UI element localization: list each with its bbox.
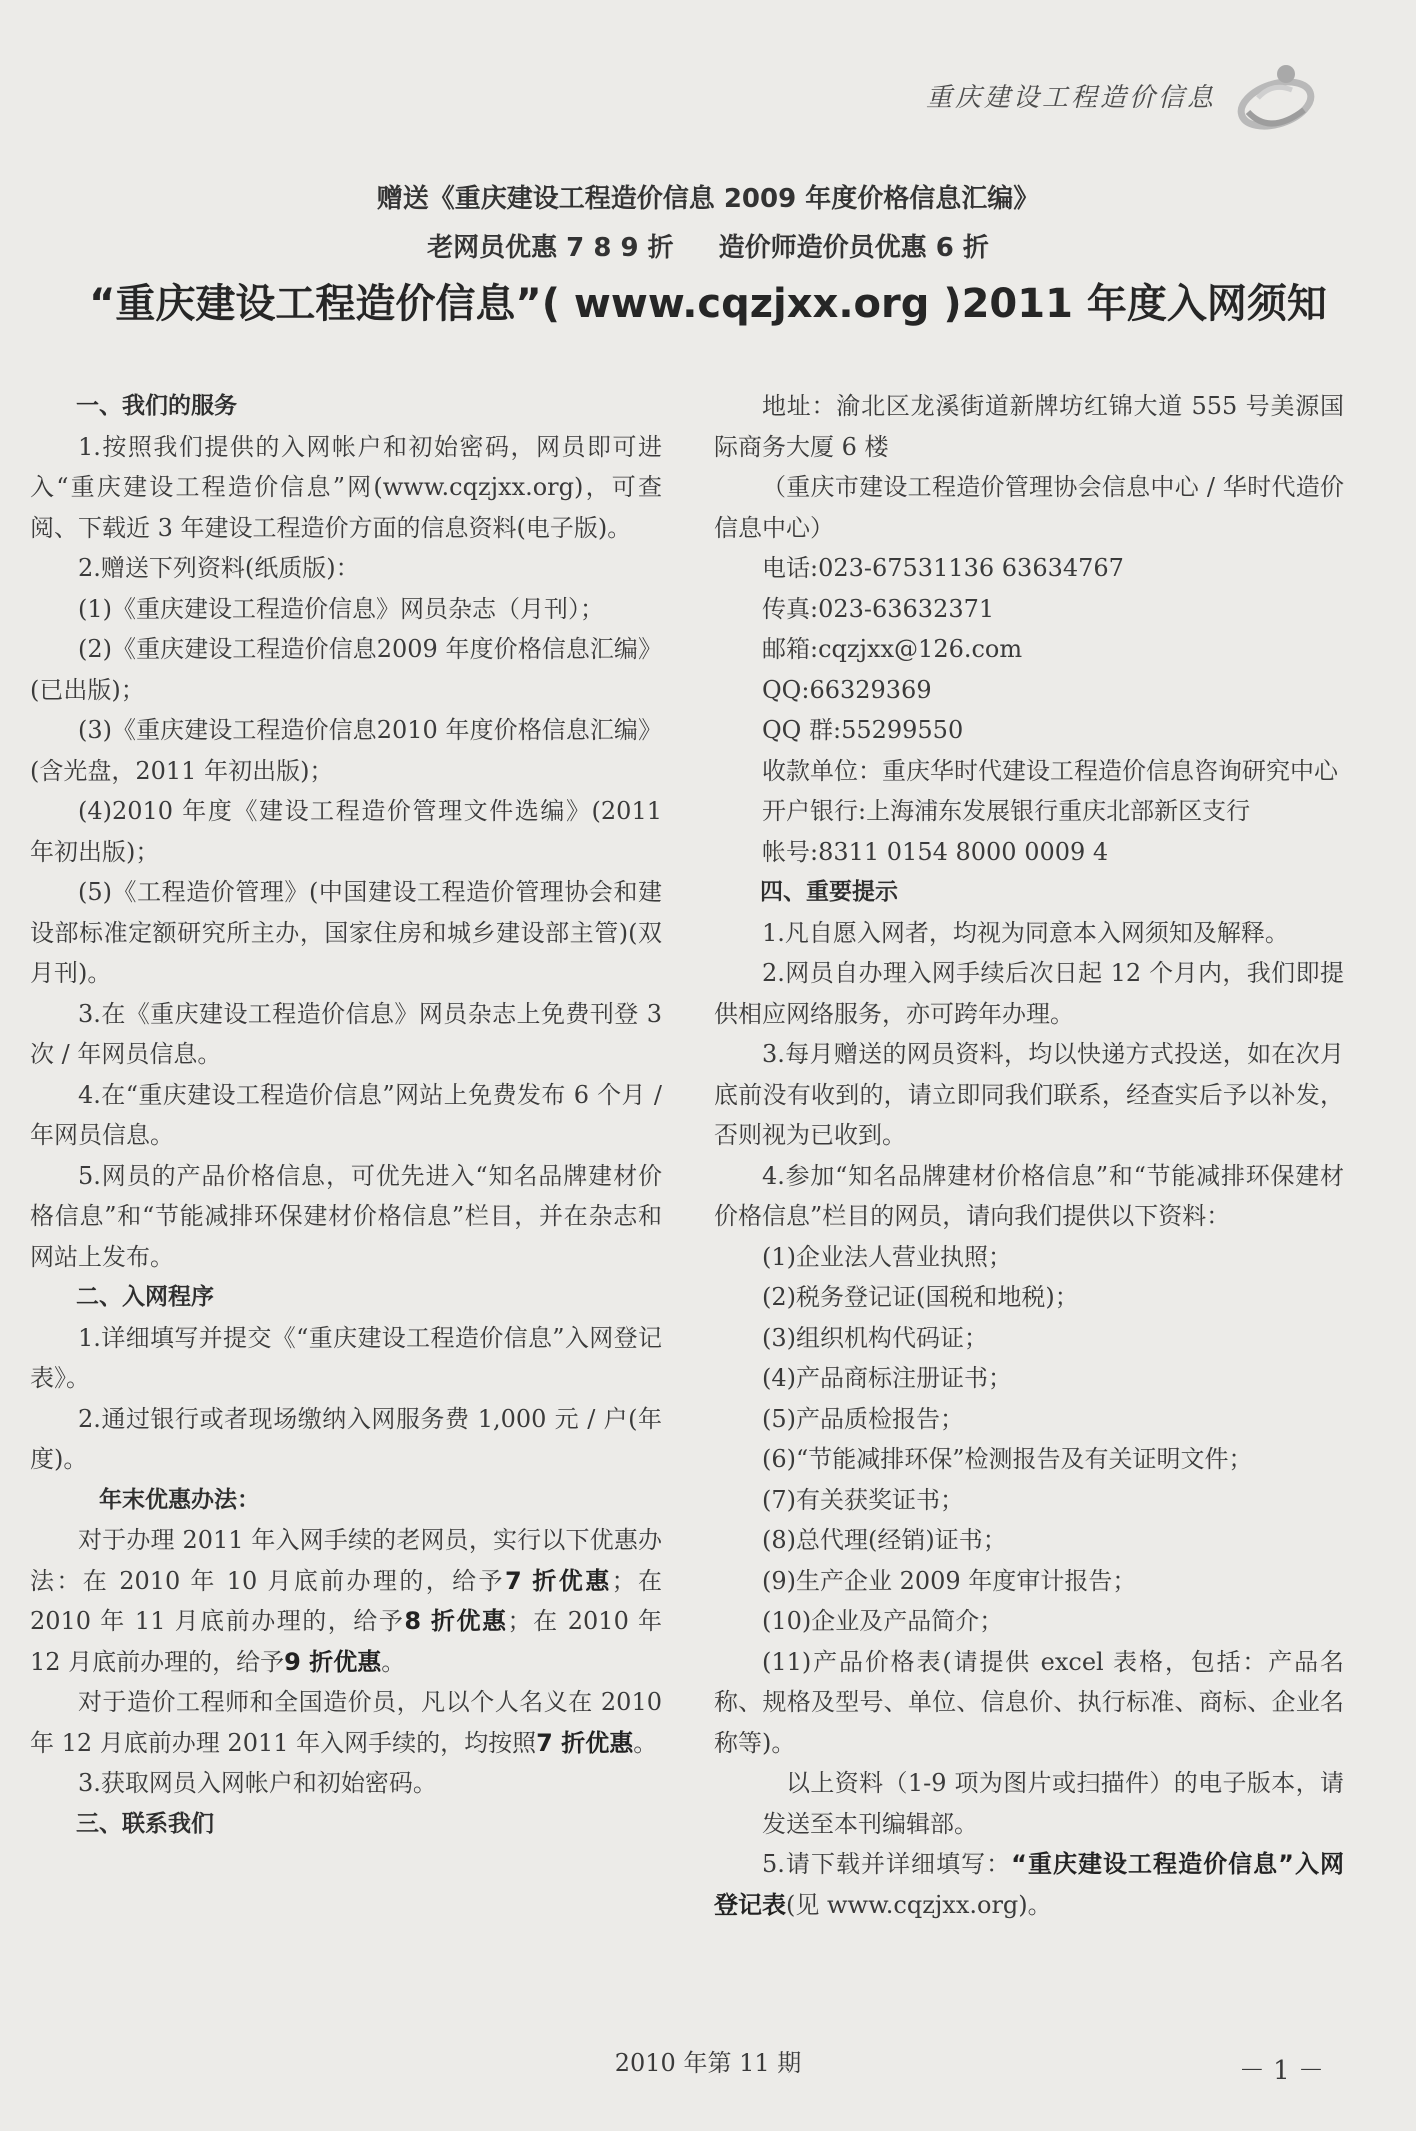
list-item: (4)2010 年度《建设工程造价管理文件选编》(2011 年初出版)； [30,797,662,866]
list-item: (2)《重庆建设工程造价信息2009 年度价格信息汇编》(已出版)； [30,635,662,704]
promo-paragraph-2: 对于造价工程师和全国造价员，凡以个人名义在 2010 年 12 月底前办理 2011 年入网手续的，均按照7 折优惠。 [30,1688,662,1757]
contact-email: 邮箱:cqzjxx@126.com [762,635,1023,663]
issue-number: 2010 年第 11 期 [614,2049,802,2077]
paragraph: 5.网员的产品价格信息，可优先进入“知名品牌建材价格信息”和“节能减排环保建材价格信息”栏目，并在杂志和网站上发布。 [30,1161,662,1271]
contact-organization: （重庆市建设工程造价管理协会信息中心 / 华时代造价信息中心） [714,473,1344,542]
section-heading-contact: 三、联系我们 [76,1810,214,1837]
paragraph: 3.在《重庆建设工程造价信息》网员杂志上免费刊登 3 次 / 年网员信息。 [30,999,662,1068]
document-list-item: (4)产品商标注册证书； [762,1364,1012,1392]
notice-item: 1.凡自愿入网者，均视为同意本入网须知及解释。 [762,918,1289,947]
document-list-item: (7)有关获奖证书； [762,1485,964,1514]
contact-payee: 收款单位：重庆华时代建设工程造价信息咨询研究中心 [762,756,1338,785]
contact-phone: 电话:023-67531136 63634767 [762,554,1124,582]
paragraph: 2.赠送下列资料(纸质版)： [78,554,360,582]
promo-heading: 年末优惠办法： [99,1486,260,1513]
subtitle-discounts [0,227,1416,264]
journal-title: 重庆建设工程造价信息 [925,82,1216,113]
notice-item-register: 5.请下载并详细填写：“重庆建设工程造价信息”入网登记表(见 www.cqzjxx.org)。 [714,1850,1344,1919]
notice-item: 3.每月赠送的网员资料，均以快递方式投送，如在次月底前没有收到的，请立即同我们联系，经查实后予以补发，否则视为已收到。 [714,1040,1344,1149]
subtitle-gift: 赠送《重庆建设工程造价信息 2009 年度价格信息汇编》 [376,184,1040,214]
contact-qq-group: QQ 群:55299550 [762,716,964,744]
discount-cost-engineers: 造价师造价员优惠 6 折 [718,233,989,263]
contact-fax: 传真:023-63632371 [762,594,995,623]
list-item: (5)《工程造价管理》(中国建设工程造价管理协会和建设部标准定额研究所主办，国家住房和城乡建设部主管)(双月刊)。 [30,878,662,987]
contact-bank: 开户银行:上海浦东发展银行重庆北部新区支行 [762,797,1251,825]
left-column [30,386,662,1844]
document-list-item: (3)组织机构代码证； [762,1323,988,1352]
contact-address: 地址：渝北区龙溪街道新牌坊红锦大道 555 号美源国际商务大厦 6 楼 [714,392,1344,461]
page-number: － 1 － [1238,2056,1324,2086]
running-header [926,52,1316,138]
paragraph: 3.获取网员入网帐户和初始密码。 [78,1769,437,1797]
section-heading-services: 一、我们的服务 [76,393,237,419]
list-item: (3)《重庆建设工程造价信息2010 年度价格信息汇编》(含光盘，2011 年初出版)； [30,716,662,785]
materials-note: 以上资料（1-9 项为图片或扫描件）的电子版本，请发送至本刊编辑部。 [762,1769,1344,1838]
page-title: “重庆建设工程造价信息”( www.cqzjxx.org )2011 年度入网须知 [89,281,1327,327]
paragraph: 2.通过银行或者现场缴纳入网服务费 1,000 元 / 户(年度)。 [30,1404,662,1473]
document-list-item: (10)企业及产品简介； [762,1607,1004,1635]
paragraph: 1.详细填写并提交《“重庆建设工程造价信息”入网登记表》。 [30,1323,662,1392]
paragraph: 4.在“重庆建设工程造价信息”网站上免费发布 6 个月 / 年网员信息。 [30,1080,662,1149]
document-list-item: (8)总代理(经销)证书； [762,1526,1007,1554]
section-heading-procedure: 二、入网程序 [76,1284,214,1310]
paragraph: 1.按照我们提供的入网帐户和初始密码，网员即可进入“重庆建设工程造价信息”网(www.cqzjxx.org)，可查阅、下载近 3 年建设工程造价方面的信息资料(电子版)。 [30,432,662,542]
notice-item: 2.网员自办理入网手续后次日起 12 个月内，我们即提供相应网络服务，亦可跨年办理。 [714,959,1344,1028]
document-list-item: (5)产品质检报告； [762,1404,964,1433]
notice-item: 4.参加“知名品牌建材价格信息”和“节能减排环保建材价格信息”栏目的网员，请向我们提供以下资料： [714,1161,1344,1230]
contact-qq: QQ:66329369 [762,675,932,704]
promo-paragraph-1: 对于办理 2011 年入网手续的老网员，实行以下优惠办法：在 2010 年 10 月底前办理的，给予7 折优惠；在 2010 年 11 月底前办理的，给予8 折优惠；在 2010 年 12 月底前办理的，给予9 折优惠。 [30,1526,662,1676]
document-list-item: (1)企业法人营业执照； [762,1242,1012,1271]
section-heading-notices: 四、重要提示 [760,879,898,905]
discount-old-members: 老网员优惠 7 8 9 折 [427,233,674,263]
document-list-item: (9)生产企业 2009 年度审计报告； [762,1566,1137,1595]
document-list-item: (2)税务登记证(国税和地税)； [762,1283,1079,1311]
journal-logo-icon [1230,52,1316,138]
document-list-item: (11)产品价格表(请提供 excel 表格，包括：产品名称、规格及型号、单位、信息价、执行标准、商标、企业名称等)。 [714,1647,1344,1757]
document-list-item: (6)“节能减排环保”检测报告及有关证明文件； [762,1445,1253,1473]
right-column [714,386,1344,1925]
list-item: (1)《重庆建设工程造价信息》网员杂志（月刊）； [78,594,604,623]
contact-account: 帐号:8311 0154 8000 0009 4 [762,837,1109,866]
